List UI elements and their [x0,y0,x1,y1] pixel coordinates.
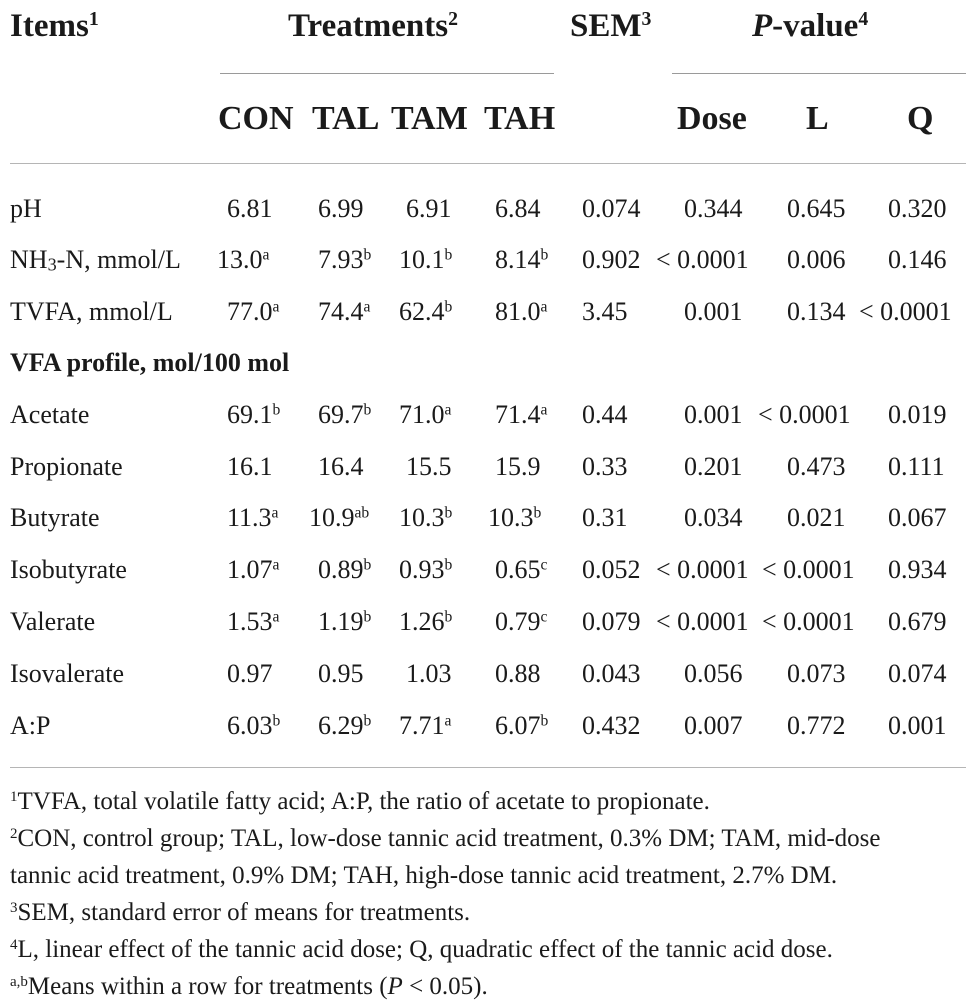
row-label: Butyrate [10,503,100,532]
row-label: Isobutyrate [10,555,127,584]
cell-tah: 10.3$^b$ [488,503,542,532]
cell-tah: 81.0$^a$ [495,297,548,326]
cell-l: 0.772 [787,711,846,740]
cell-con: 1.53$^a$ [227,607,280,636]
cell-tal: 6.99 [318,194,364,223]
cell-dose: 0.001 [684,297,743,326]
header-l: L [806,100,829,137]
cell-q: 0.679 [888,607,947,636]
cell-tah: 0.65$^c$ [495,555,548,584]
cell-con: 6.03$^b$ [227,711,281,740]
row-label: Valerate [10,607,96,636]
cell-tam: 10.3$^b$ [399,503,453,532]
footnote-1: $^1$TVFA, total volatile fatty acid; A:P, the ratio of acetate to propionate. [10,788,710,815]
cell-l: 0.134 [787,297,846,326]
cell-tam: 7.71$^a$ [399,711,452,740]
row-label: Acetate [10,400,90,429]
cell-tah: 6.07$^b$ [495,711,549,740]
cell-con: 6.81 [227,194,273,223]
cell-tah: 71.4$^a$ [495,400,548,429]
cell-tam: 62.4$^b$ [399,297,453,326]
cell-sem: 0.079 [582,607,641,636]
cell-tal: 1.19$^b$ [318,607,372,636]
cell-sem: 0.44 [582,400,628,429]
cell-dose: 0.001 [684,400,743,429]
row-label: pH [10,194,42,223]
cell-tah: 6.84 [495,194,541,223]
cell-q: 0.001 [888,711,947,740]
cell-tam: 15.5 [406,452,452,481]
treatments-underline [220,73,554,74]
row-label: $NH_3-N$, mmol/L [10,245,181,275]
cell-q: 0.146 [888,245,947,274]
cell-con: 16.1 [227,452,273,481]
cell-sem: 0.31 [582,503,628,532]
cell-l: < 0.0001 [762,607,855,636]
cell-q: 0.111 [888,452,945,481]
cell-tah: 8.14$^b$ [495,245,549,274]
cell-con: 69.1$^b$ [227,400,281,429]
cell-tah: 15.9 [495,452,541,481]
header-items: Items$^1$ [10,8,99,44]
cell-l: 0.645 [787,194,846,223]
cell-con: 1.07$^a$ [227,555,280,584]
cell-dose: < 0.0001 [656,607,749,636]
cell-sem: 0.043 [582,659,641,688]
cell-sem: 0.052 [582,555,641,584]
cell-tam: 0.93$^b$ [399,555,453,584]
cell-tal: 74.4$^a$ [318,297,371,326]
cell-l: 0.473 [787,452,846,481]
cell-tam: 6.91 [406,194,452,223]
cell-q: 0.320 [888,194,947,223]
cell-l: 0.021 [787,503,846,532]
cell-l: 0.073 [787,659,846,688]
cell-tal: 16.4 [318,452,364,481]
cell-tah: 0.79$^c$ [495,607,548,636]
cell-sem: 0.432 [582,711,641,740]
cell-dose: 0.056 [684,659,743,688]
row-label: Isovalerate [10,659,125,688]
table-bottom-rule [10,767,966,768]
row-label: TVFA, mmol/L [10,297,173,326]
cell-dose: 0.007 [684,711,743,740]
cell-q: 0.934 [888,555,947,584]
cell-l: 0.006 [787,245,846,274]
cell-tal: 69.7$^b$ [318,400,372,429]
header-tah: TAH [484,100,556,137]
cell-dose: 0.344 [684,194,743,223]
header-pvalue: P-value$^4$ [752,8,869,44]
cell-sem: 3.45 [582,297,628,326]
cell-l: < 0.0001 [762,555,855,584]
header-tal: TAL [312,100,380,137]
cell-tam: 10.1$^b$ [399,245,453,274]
footnote-2-line1: $^2$CON, control group; TAL, low-dose tannic acid treatment, 0.3% DM; TAM, mid-dose [10,825,881,852]
cell-l: < 0.0001 [758,400,851,429]
cell-tal: 10.9$^{ab}$ [309,503,370,532]
header-treatments: Treatments$^2$ [288,8,458,44]
footnote-2-line2: tannic acid treatment, 0.9% DM; TAH, high-dose tannic acid treatment, 2.7% DM. [10,862,838,889]
footnote-4: $^4$L, linear effect of the tannic acid dose; Q, quadratic effect of the tannic acid dose. [10,936,833,963]
cell-tal: 0.89$^b$ [318,555,372,584]
row-label: Propionate [10,452,123,481]
cell-sem: 0.074 [582,194,641,223]
cell-dose: < 0.0001 [656,555,749,584]
cell-tam: 1.03 [406,659,452,688]
header-dose: Dose [677,100,747,137]
cell-con: 0.97 [227,659,273,688]
footnote-5: $^{a,b}$Means within a row for treatments (P < 0.05). [10,973,488,1000]
cell-sem: 0.33 [582,452,628,481]
cell-tam: 1.26$^b$ [399,607,453,636]
cell-tam: 71.0$^a$ [399,400,452,429]
section-vfa-profile: VFA profile, mol/100 mol [10,348,290,377]
cell-tah: 0.88 [495,659,541,688]
cell-con: 77.0$^a$ [227,297,280,326]
cell-dose: 0.201 [684,452,743,481]
header-tam: TAM [391,100,468,137]
cell-tal: 7.93$^b$ [318,245,372,274]
header-con: CON [218,100,294,137]
pvalue-underline [672,73,966,74]
header-bottom-rule [10,163,966,164]
cell-tal: 0.95 [318,659,364,688]
row-label: A:P [10,711,51,740]
cell-q: < 0.0001 [859,297,952,326]
cell-tal: 6.29$^b$ [318,711,372,740]
cell-q: 0.074 [888,659,947,688]
cell-con: 13.0$^a$ [217,245,270,274]
footnote-3: $^3$SEM, standard error of means for treatments. [10,899,471,926]
cell-dose: < 0.0001 [656,245,749,274]
cell-dose: 0.034 [684,503,743,532]
cell-q: 0.067 [888,503,947,532]
cell-con: 11.3$^a$ [227,503,279,532]
cell-sem: 0.902 [582,245,641,274]
header-q: Q [907,100,934,137]
cell-q: 0.019 [888,400,947,429]
header-sem: SEM$^3$ [570,8,652,44]
